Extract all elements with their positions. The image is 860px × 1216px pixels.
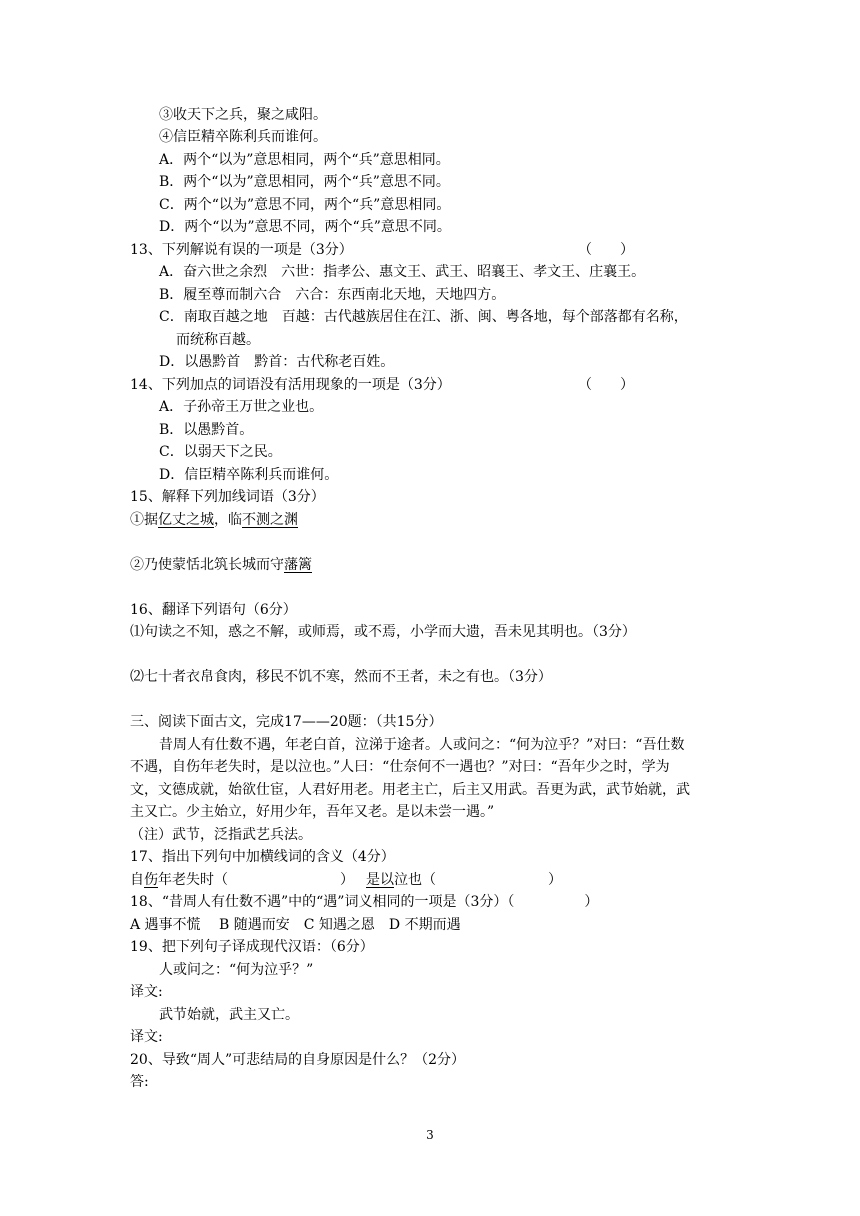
passage-line-1: 昔周人有仕数不遇，年老白首，泣涕于途者。人或问之：“何为泣乎？”对曰：“吾仕数 [159, 737, 685, 753]
q14-option-a: A．子孙帝王万世之业也。 [159, 399, 324, 415]
section-3-title: 三、阅读下面古文，完成17——20题：（共15分） [130, 714, 443, 730]
q18-options: A 遇事不慌 B 随遇而安 C 知遇之恩 D 不期而遇 [130, 917, 461, 933]
q12-option-c: C．两个“以为”意思不同，两个“兵”意思相同。 [159, 197, 451, 213]
q13-option-c-cont: 而统称百越。 [176, 332, 260, 348]
passage-line-3: 文，文德成就，始欲仕宦，人君好用老。用老主亡，后主又用武。吾更为武，武节始就，武 [130, 782, 690, 798]
q19-sentence-2: 武节始就，武主又亡。 [159, 1007, 299, 1023]
page-number: 3 [426, 1128, 434, 1142]
q12-option-d: D．两个“以为”意思不同，两个“兵”意思不同。 [159, 219, 451, 235]
q15-stem: 15、解释下列加线词语（3分） [130, 489, 325, 505]
passage-line-2: 不遇，自伤年老失时，是以泣也。”人曰：“仕奈何不一遇也？”对曰：“吾年少之时，学为 [130, 759, 670, 775]
q16-sentence-1: ⑴句读之不知，惑之不解，或师焉，或不焉，小学而大遗，吾未见其明也。（3分） [130, 624, 636, 640]
q15-item-1: ①据亿丈之城，临不测之渊 [130, 512, 298, 528]
q13-option-b: B．履至尊而制六合 六合：东西南北天地，天地四方。 [159, 287, 506, 303]
q17-item-1: 自伤年老失时（ ） [130, 872, 354, 888]
q14-option-b: B．以愚黔首。 [159, 422, 254, 438]
q13-option-a: A．奋六世之余烈 六世：指孝公、惠文王、武王、昭襄王、孝文王、庄襄王。 [159, 264, 646, 280]
q16-stem: 16、翻译下列语句（6分） [130, 602, 297, 618]
q20-stem: 20、导致“周人”可悲结局的自身原因是什么？（2分） [130, 1052, 466, 1068]
q16-sentence-2: ⑵七十者衣帛食肉，移民不饥不寒，然而不王者，未之有也。（3分） [130, 669, 552, 685]
q17-item-2: 是以泣也（ ） [366, 872, 562, 888]
q19-sentence-1: 人或问之：“何为泣乎？” [159, 962, 314, 978]
q14-stem: 14、下列加点的词语没有活用现象的一项是（3分） [130, 377, 451, 393]
q19-answer-label-2: 译文: [130, 1029, 163, 1045]
q14-option-c: C．以弱天下之民。 [159, 444, 282, 460]
q13-option-c: C．南取百越之地 百越：古代越族居住在江、浙、闽、粤各地，每个部落都有名称， [159, 309, 688, 325]
q20-answer-label: 答: [130, 1074, 149, 1090]
passage-line-4: 主又亡。少主始立，好用少年，吾年又老。是以未尝一遇。” [130, 804, 495, 820]
q13-stem: 13、下列解说有误的一项是（3分） [130, 242, 353, 258]
q14-answer-bracket: （ ） [578, 377, 634, 393]
q13-answer-bracket: （ ） [578, 242, 634, 258]
sentence-4: ④信臣精卒陈利兵而谁何。 [159, 129, 327, 145]
q14-option-d: D．信臣精卒陈利兵而谁何。 [159, 467, 339, 483]
q13-option-d: D．以愚黔首 黔首：古代称老百姓。 [159, 354, 395, 370]
q19-stem: 19、把下列句子译成现代汉语：（6分） [130, 939, 374, 955]
sentence-3: ③收天下之兵，聚之咸阳。 [159, 107, 327, 123]
q15-item-2: ②乃使蒙恬北筑长城而守藩篱 [130, 557, 312, 573]
passage-note: （注）武节，泛指武艺兵法。 [130, 827, 312, 843]
q17-stem: 17、指出下列句中加横线词的含义（4分） [130, 849, 395, 865]
q19-answer-label-1: 译文: [130, 984, 163, 1000]
q12-option-b: B．两个“以为”意思相同，两个“兵”意思不同。 [159, 174, 450, 190]
q12-option-a: A．两个“以为”意思相同，两个“兵”意思相同。 [159, 152, 450, 168]
q18-stem: 18、“昔周人有仕数不遇”中的“遇”词义相同的一项是（3分）（ ） [130, 894, 599, 910]
